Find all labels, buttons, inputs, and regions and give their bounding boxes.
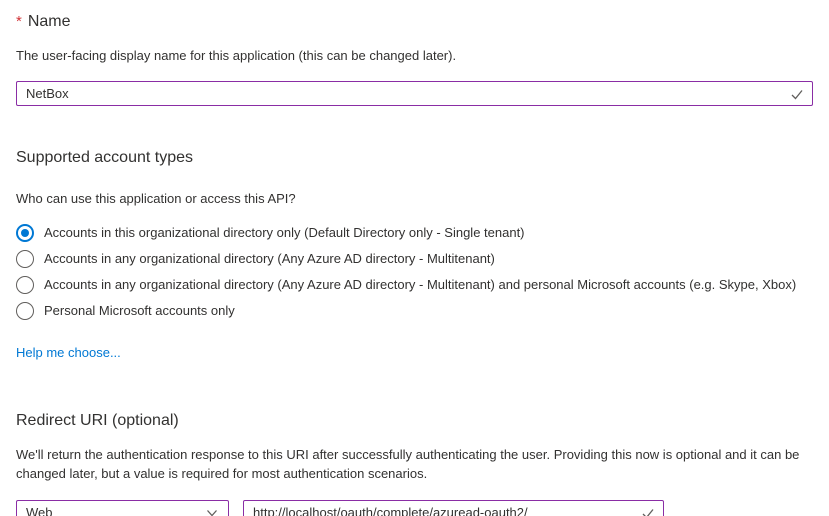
required-asterisk: * [16,13,22,30]
radio-option-multitenant[interactable] [16,246,813,272]
radio-option-personal-only[interactable] [16,298,813,324]
radio-button [16,302,34,320]
redirect-uri-controls [16,500,813,516]
name-section-header [16,12,813,32]
radio-label: Accounts in any organizational directory (Any Azure AD directory - Multitenant) and personal Microsoft accounts (e.g. Skype, Xbox) [44,277,797,292]
platform-select[interactable] [16,500,229,516]
redirect-uri-title: Redirect URI (optional) [16,412,179,429]
redirect-uri-input-wrap [243,500,664,516]
account-types-radio-group [16,220,813,324]
radio-option-multitenant-personal[interactable] [16,272,813,298]
name-description: The user-facing display name for this application (this can be changed later). [16,48,457,63]
radio-label: Accounts in any organizational directory (Any Azure AD directory - Multitenant) [44,251,495,266]
radio-label: Personal Microsoft accounts only [44,303,235,318]
radio-label: Accounts in this organizational directory only (Default Directory only - Single tenant) [44,225,525,240]
redirect-uri-input[interactable] [243,500,664,516]
radio-button [16,276,34,294]
name-input[interactable] [16,81,813,106]
account-types-section [16,148,813,362]
radio-button [16,250,34,268]
help-me-choose-link[interactable]: Help me choose... [16,345,121,360]
redirect-uri-section [16,411,813,516]
chevron-down-icon [205,506,219,516]
name-input-wrap [16,81,813,106]
redirect-uri-description: We'll return the authentication response to this URI after successfully authenticating the user. Providing this now is optional and it can be changed later, but a value is required for most authentication scenarios. [16,447,800,481]
account-types-question: Who can use this application or access this API? [16,191,296,206]
platform-select-value: Web [26,505,53,516]
radio-option-single-tenant[interactable] [16,220,813,246]
name-section-title: Name [27,13,71,30]
radio-button [16,224,34,242]
account-types-title: Supported account types [16,149,194,166]
